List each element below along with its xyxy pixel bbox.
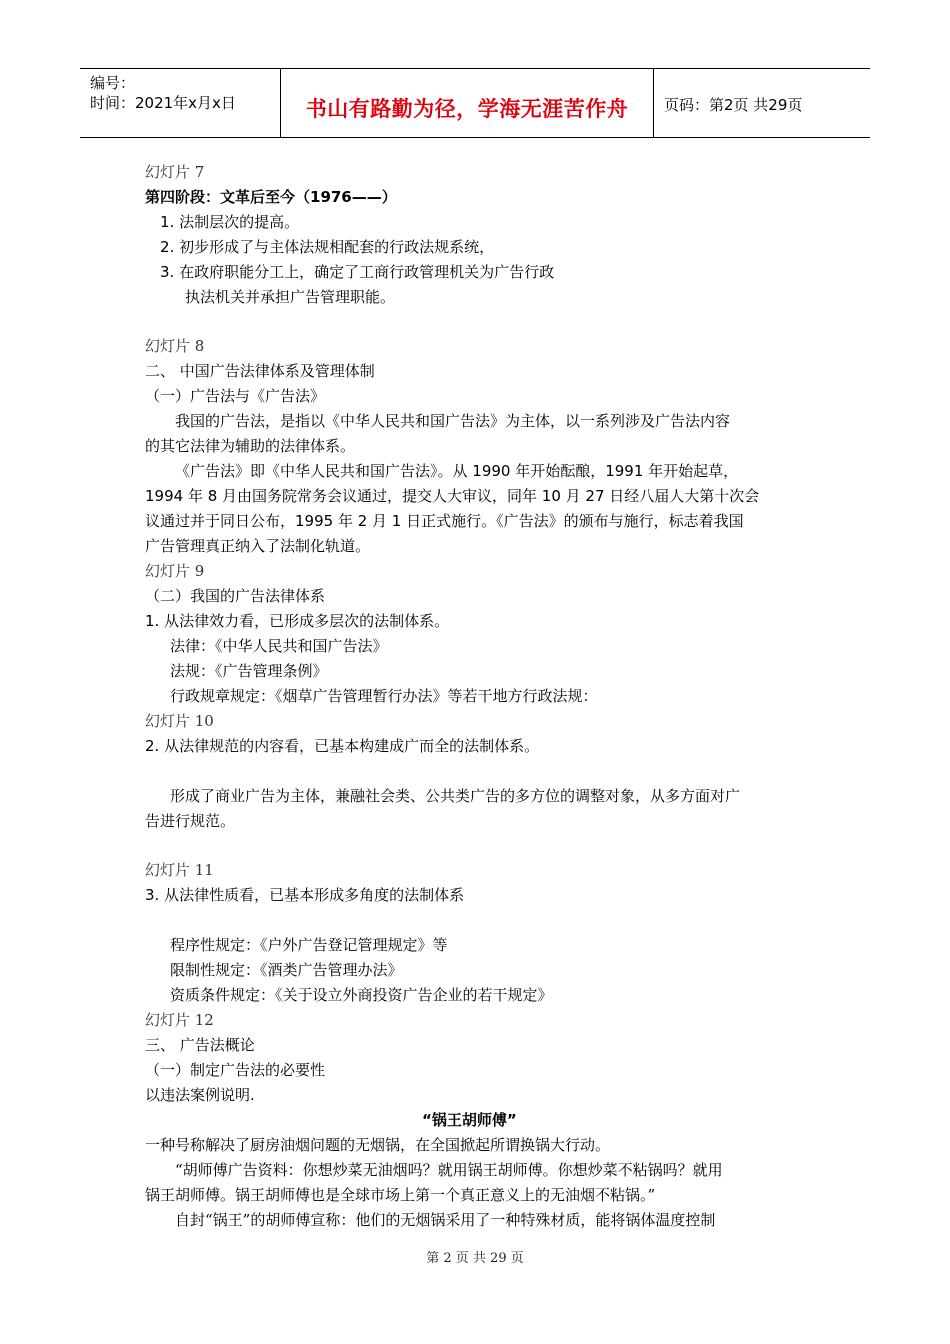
list-item: 2. 从法律规范的内容看，已基本构建成广而全的法制体系。 [145,737,540,755]
paragraph-line: 形成了商业广告为主体，兼融社会类、公共类广告的多方位的调整对象，从多方面对广 [170,787,741,805]
paragraph-line: 的其它法律为辅助的法律体系。 [145,437,356,455]
list-item: 1. 法制层次的提高。 [160,213,300,231]
paragraph-line: 锅王胡师傅。锅王胡师傅也是全球市场上第一个真正意义上的无油烟不粘锅。” [145,1186,656,1204]
page-footer: 第 2 页 共 29 页 [426,1251,524,1266]
paragraph-line: 自封“锅王”的胡师傅宣称：他们的无烟锅采用了一种特殊材质，能将锅体温度控制 [175,1211,716,1229]
header-right-cell [654,69,870,137]
document-header [80,68,870,138]
number-label: 编号： [90,74,136,92]
paragraph-line: 议通过并于同日公布，1995 年 2 月 1 日正式施行。《广告法》的颁布与施行，标志着我国 [145,512,744,530]
paragraph-line: 以违法案例说明. [145,1086,255,1104]
list-item-continued: 执法机关并承担广告管理职能。 [185,288,396,306]
list-subitem: 资质条件规定：《关于设立外商投资广告企业的若干规定》 [170,986,553,1004]
motto: 书山有路勤为径，学海无涯苦作舟 [305,97,629,121]
subsection-heading: （二）我国的广告法律体系 [145,587,326,605]
header-middle-cell [281,69,654,137]
paragraph-line: 告进行规范。 [145,812,236,830]
slide-label-11: 幻灯片 11 [145,861,214,879]
section-heading: 二、 中国广告法律体系及管理体制 [145,362,375,380]
paragraph-line: “胡师傅广告资料：你想炒菜无油烟吗？就用锅王胡师傅。你想炒菜不粘锅吗？就用 [175,1161,723,1179]
paragraph-line: 一种号称解决了厨房油烟问题的无烟锅，在全国掀起所谓换锅大行动。 [145,1136,611,1154]
slide-label-12: 幻灯片 12 [145,1011,214,1029]
list-item: 1. 从法律效力看，已形成多层次的法制体系。 [145,612,450,630]
paragraph-line: 1994 年 8 月由国务院常务会议通过，提交人大审议，同年 10 月 27 日经八届人大第十次会 [145,487,760,505]
slide-label-7: 幻灯片 7 [145,163,205,181]
list-item: 3. 在政府职能分工上，确定了工商行政管理机关为广告行政 [160,263,555,281]
list-subitem: 程序性规定：《户外广告登记管理规定》等 [170,936,448,954]
paragraph-line: 我国的广告法，是指以《中华人民共和国广告法》为主体，以一系列涉及广告法内容 [175,412,731,430]
slide-label-8: 幻灯片 8 [145,337,205,355]
time-label: 时间：2021年x月x日 [90,94,236,112]
paragraph-line: 《广告法》即《中华人民共和国广告法》。从 1990 年开始酝酿，1991 年开始起草， [175,462,739,480]
list-subitem: 法律：《中华人民共和国广告法》 [170,637,388,655]
slide-label-10: 幻灯片 10 [145,712,214,730]
subsection-heading: （一）制定广告法的必要性 [145,1061,326,1079]
list-subitem: 限制性规定：《酒类广告管理办法》 [170,961,403,979]
subsection-heading: （一）广告法与《广告法》 [145,387,326,405]
list-item: 2. 初步形成了与主体法规相配套的行政法规系统， [160,238,495,256]
list-subitem: 法规：《广告管理条例》 [170,662,328,680]
page-info: 页码：第2页 共29页 [664,96,803,114]
slide-label-9: 幻灯片 9 [145,562,205,580]
list-item: 3. 从法律性质看，已基本形成多角度的法制体系 [145,886,465,904]
stage-four-heading: 第四阶段：文革后至今（1976——） [145,188,397,206]
header-left-cell [80,69,281,137]
case-title: “锅王胡师傅” [422,1111,517,1129]
paragraph-line: 广告管理真正纳入了法制化轨道。 [145,537,371,555]
list-subitem: 行政规章规定：《烟草广告管理暂行办法》等若干地方行政法规： [170,687,598,705]
section-heading: 三、 广告法概论 [145,1036,255,1054]
